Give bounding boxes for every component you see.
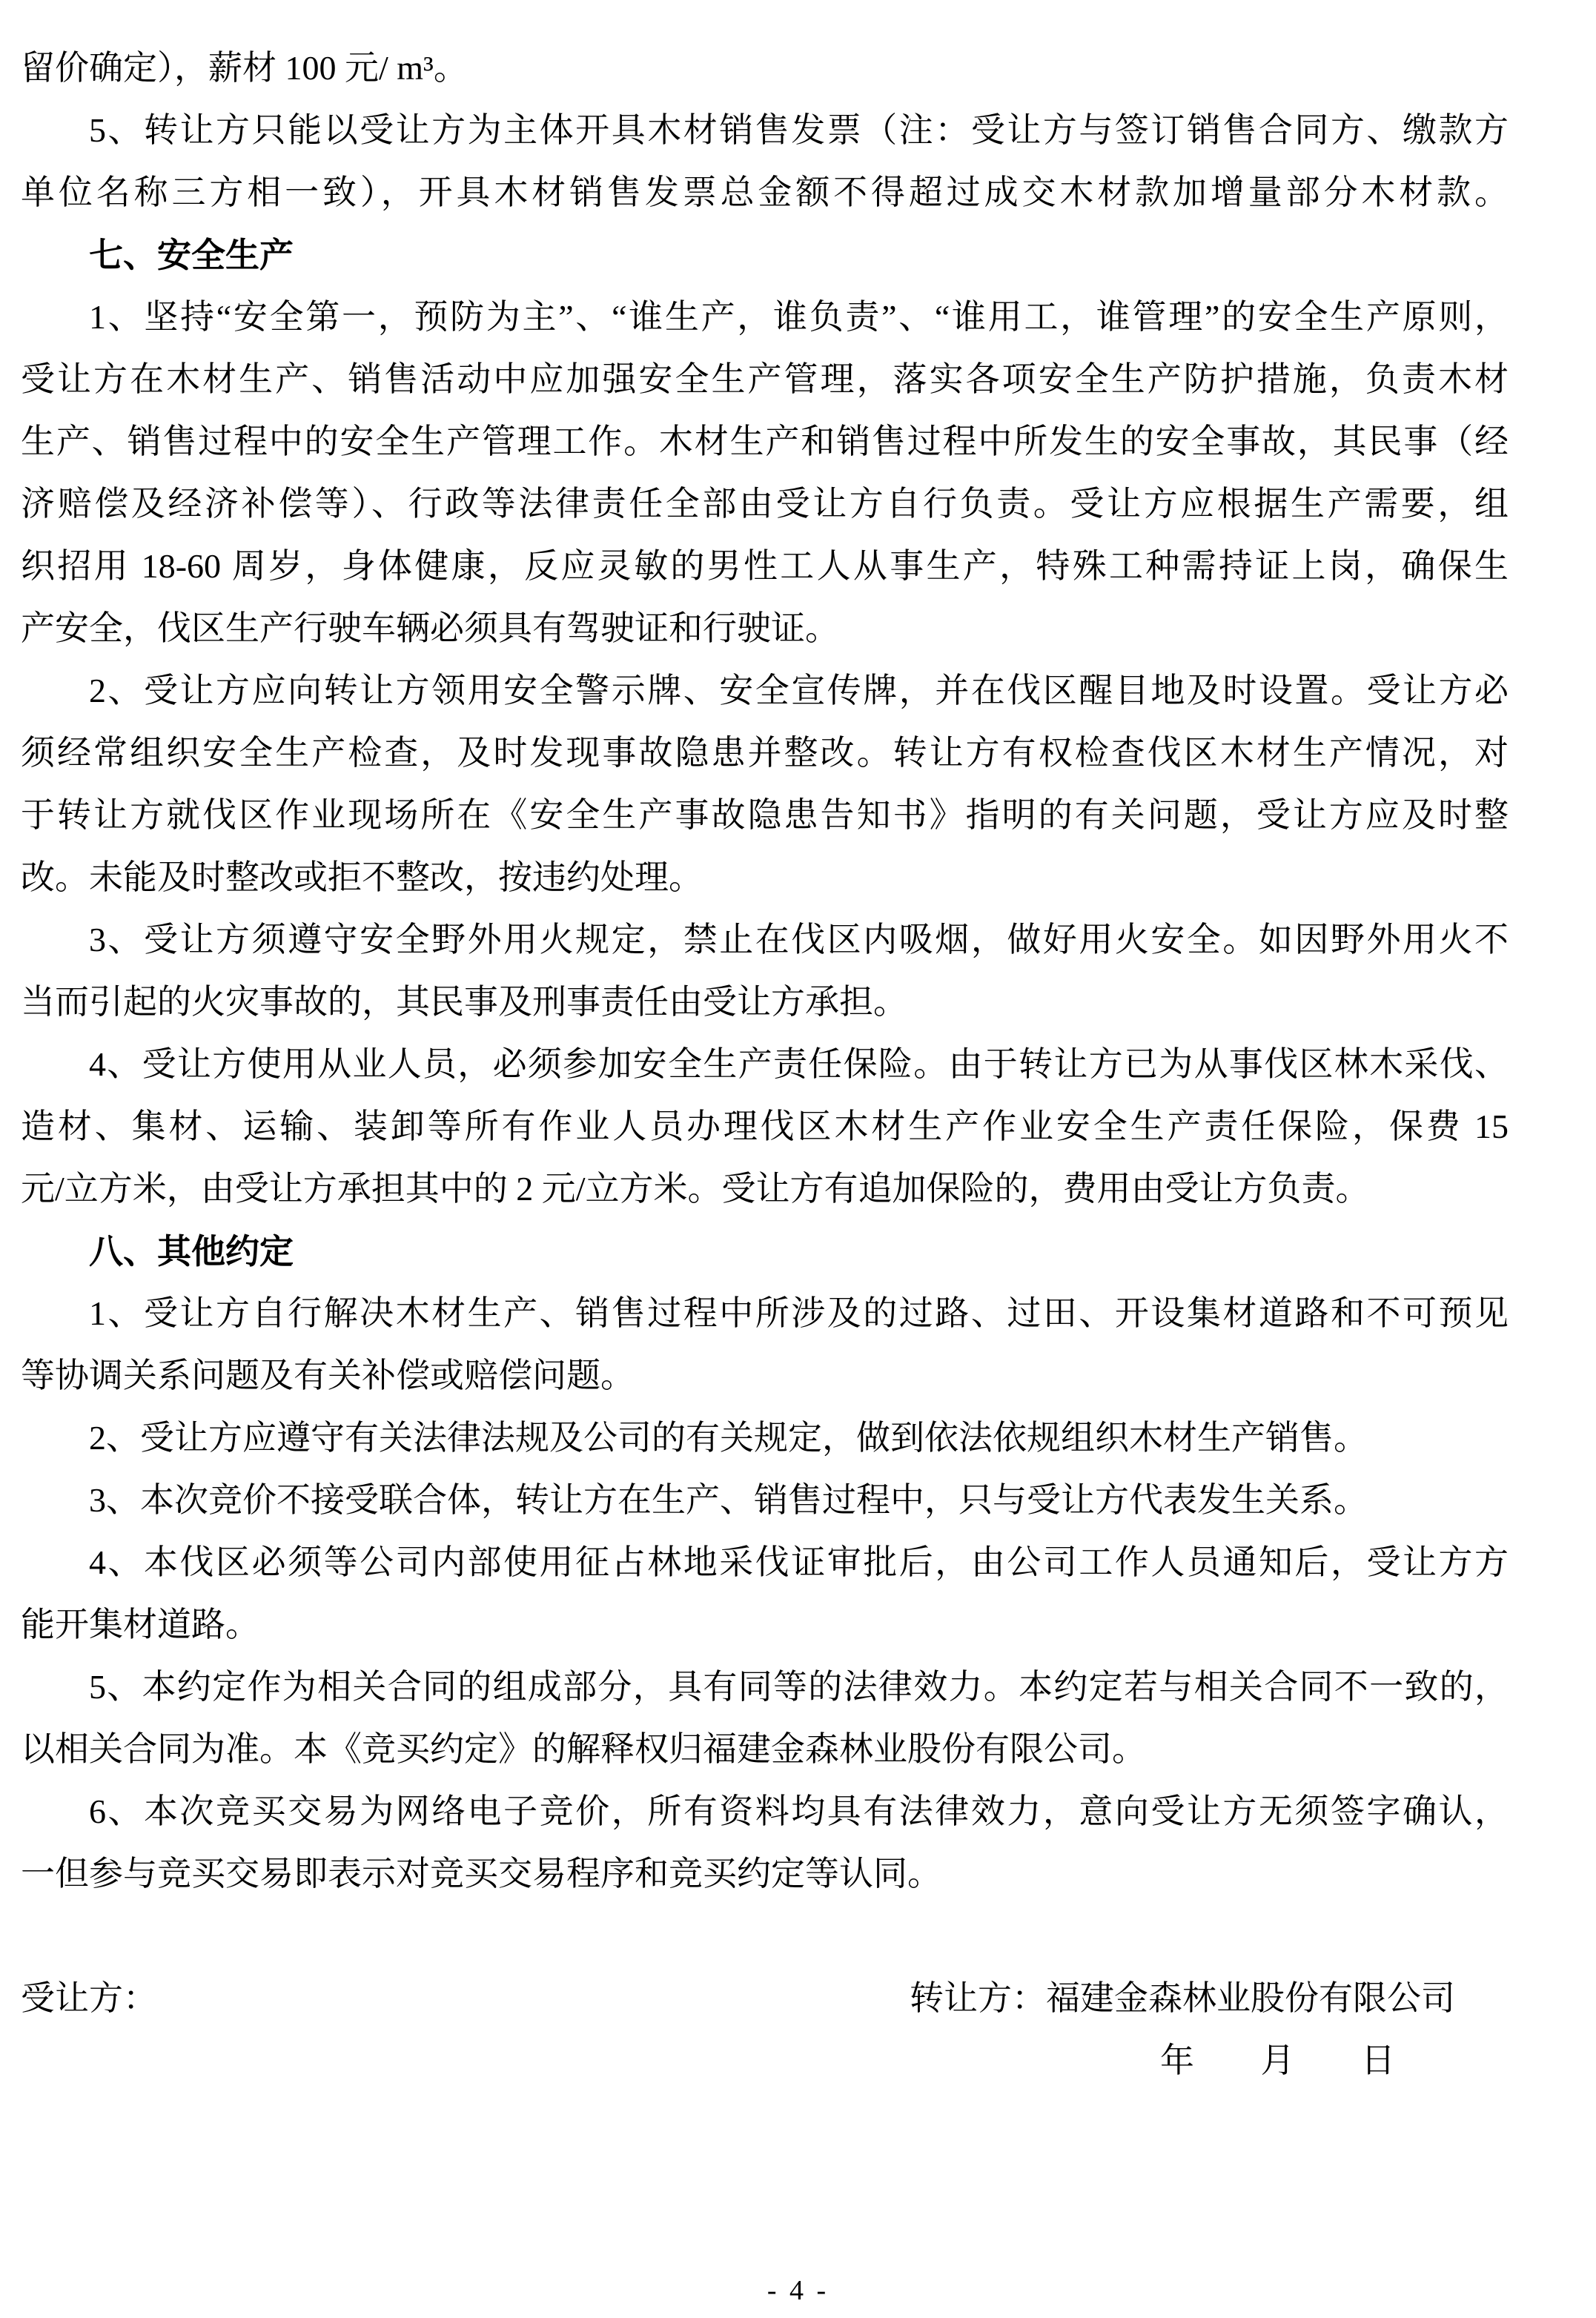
document-line: 受让方在木材生产、销售活动中应加强安全生产管理，落实各项安全生产防护措施，负责木材: [21, 360, 1509, 398]
signature-date-row: [21, 2030, 1509, 2092]
document-line: 生产、销售过程中的安全生产管理工作。木材生产和销售过程中所发生的安全事故，其民事（经: [21, 423, 1509, 460]
date-line: [1160, 2030, 1395, 2092]
document-line: 4、本伐区必须等公司内部使用征占林地采伐证审批后，由公司工作人员通知后，受让方方: [89, 1543, 1509, 1581]
year-label: 年: [1160, 2042, 1194, 2079]
signature-row: [21, 1967, 1509, 2030]
document-line: 3、本次竞价不接受联合体，转让方在生产、销售过程中，只与受让方代表发生关系。: [89, 1481, 1368, 1519]
transferee-signature-label: 受让方：: [21, 1979, 157, 2017]
document-line: 2、受让方应遵守有关法律法规及公司的有关规定，做到依法依规组织木材生产销售。: [89, 1419, 1368, 1457]
day-label: 日: [1361, 2042, 1395, 2079]
document-line: 5、转让方只能以受让方为主体开具木材销售发票（注：受让方与签订销售合同方、缴款方: [89, 111, 1509, 149]
document-line: 于转让方就伐区作业现场所在《安全生产事故隐患告知书》指明的有关问题，受让方应及时整: [21, 796, 1509, 834]
document-line: 2、受让方应向转让方领用安全警示牌、安全宣传牌，并在伐区醒目地及时设置。受让方必: [89, 672, 1509, 709]
document-line: 1、坚持“安全第一，预防为主”、“谁生产，谁负责”、“谁用工，谁管理”的安全生产原则，: [89, 298, 1509, 336]
document-line: 等协调关系问题及有关补偿或赔偿问题。: [21, 1357, 635, 1394]
document-line: 织招用 18-60 周岁，身体健康，反应灵敏的男性工人从事生产，特殊工种需持证上岗，确保生: [21, 547, 1509, 585]
document-line: 6、本次竞买交易为网络电子竞价，所有资料均具有法律效力，意向受让方无须签字确认，: [89, 1792, 1509, 1830]
document-line: 元/立方米，由受让方承担其中的 2 元/立方米。受让方有追加保险的，费用由受让方负责。: [21, 1170, 1370, 1208]
document-line: 改。未能及时整改或拒不整改，按违约处理。: [21, 858, 703, 896]
document-line: 造材、集材、运输、装卸等所有作业人员办理伐区木材生产作业安全生产责任保险，保费 15: [21, 1107, 1509, 1145]
section-heading: 七、安全生产: [89, 236, 294, 274]
document-body: [21, 37, 1509, 1967]
document-line: 以相关合同为准。本《竞买约定》的解释权归福建金森林业股份有限公司。: [21, 1730, 1146, 1768]
page-number: - 4 -: [766, 2275, 830, 2306]
document-line: 须经常组织安全生产检查，及时发现事故隐患并整改。转让方有权检查伐区木材生产情况，对: [21, 734, 1509, 772]
document-line: 一但参与竞买交易即表示对竞买交易程序和竞买约定等认同。: [21, 1855, 941, 1893]
document-line: 当而引起的火灾事故的，其民事及刑事责任由受让方承担。: [21, 983, 907, 1021]
month-label: 月: [1260, 2042, 1295, 2079]
document-line: 4、受让方使用从业人员，必须参加安全生产责任保险。由于转让方已为从事伐区林木采伐、: [89, 1045, 1509, 1083]
document-line: 能开集材道路。: [21, 1606, 259, 1643]
document-line: 单位名称三方相一致），开具木材销售发票总金额不得超过成交木材款加增量部分木材款。: [21, 173, 1509, 211]
section-heading: 八、其他约定: [89, 1232, 294, 1271]
document-line: 产安全，伐区生产行驶车辆必须具有驾驶证和行驶证。: [21, 609, 839, 647]
document-line: [21, 1905, 1509, 1967]
document-line: 留价确定），薪材 100 元/ m³。: [21, 49, 468, 87]
transferor-signature-label: 转让方：福建金森林业股份有限公司: [910, 1979, 1455, 2017]
document-line: 济赔偿及经济补偿等）、行政等法律责任全部由受让方自行负责。受让方应根据生产需要，组: [21, 485, 1509, 523]
document-line: 5、本约定作为相关合同的组成部分，具有同等的法律效力。本约定若与相关合同不一致的，: [89, 1668, 1509, 1706]
document-line: 1、受让方自行解决木材生产、销售过程中所涉及的过路、过田、开设集材道路和不可预见: [89, 1294, 1509, 1332]
document-line: 3、受让方须遵守安全野外用火规定，禁止在伐区内吸烟，做好用火安全。如因野外用火不: [89, 921, 1509, 958]
